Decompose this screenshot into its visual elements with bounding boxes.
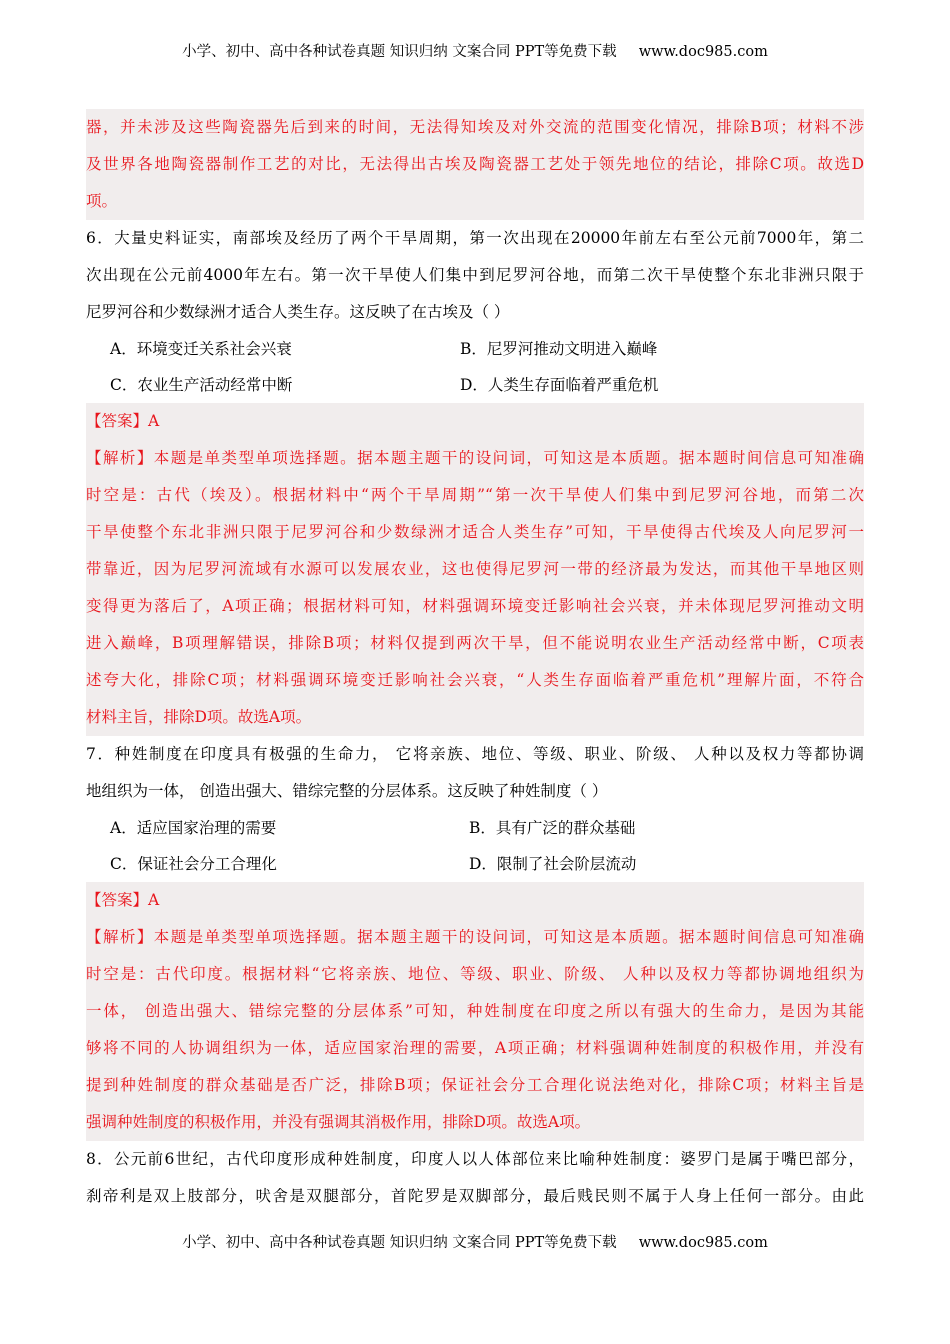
option-b: B．尼罗河推动文明进入巅峰 [460,340,658,358]
answer-block [86,403,864,736]
answer-label: 【答案】A [86,891,160,909]
analysis-line: 够将不同的人协调组织为一体，适应国家治理的需要，A项正确；材料强调种姓制度的积极作用，并没有 [86,1039,864,1057]
prev-analysis-block [86,109,864,220]
document-body [86,109,864,1215]
option-a: A．适应国家治理的需要 [110,819,277,837]
analysis-line: 带靠近，因为尼罗河流域有水源可以发展农业，这也使得尼罗河一带的经济最为发达，而其他干旱地区则 [86,560,864,578]
page-header [0,40,950,61]
analysis-line: 变得更为落后了，A项正确；根据材料可知，材料强调环境变迁影响社会兴衰，并未体现尼罗河推动文明 [86,597,864,615]
question-stem-line: 7．种姓制度在印度具有极强的生命力， 它将亲族、地位、等级、职业、阶级、 人种以及权力等都协调 [86,745,864,763]
analysis-line: 时空是：古代印度。根据材料“它将亲族、地位、等级、职业、阶级、 人种以及权力等都协调地组织为 [86,965,864,983]
header-text: 小学、初中、高中各种试卷真题 知识归纳 文案合同 PPT等免费下载 [182,44,617,60]
option-c: C．农业生产活动经常中断 [110,376,293,394]
option-d: D．限制了社会阶层流动 [469,855,637,873]
analysis-line: 【解析】本题是单类型单项选择题。据本题主题干的设问词，可知这是本质题。据本题时间信息可知准确 [86,449,864,467]
question-stem-line: 刹帝利是双上肢部分，吠舍是双腿部分，首陀罗是双脚部分，最后贱民则不属于人身上任何一部分。由此 [86,1187,864,1205]
question-stem-line: 尼罗河谷和少数绿洲才适合人类生存。这反映了在古埃及（ ） [86,303,510,321]
question-stem-line: 8．公元前6世纪，古代印度形成种姓制度，印度人以人体部位来比喻种姓制度：婆罗门是属于嘴巴部分， [86,1150,864,1168]
header-url[interactable]: www.doc985.com [638,44,768,60]
analysis-line: 【解析】本题是单类型单项选择题。据本题主题干的设问词，可知这是本质题。据本题时间信息可知准确 [86,928,864,946]
question-6 [86,220,864,736]
footer-url[interactable]: www.doc985.com [638,1235,768,1251]
analysis-line: 进入巅峰，B项理解错误，排除B项；材料仅提到两次干旱，但不能说明农业生产活动经常中断，C项表 [86,634,864,652]
question-stem-line: 次出现在公元前4000年左右。第一次干旱使人们集中到尼罗河谷地，而第二次干旱使整个东北非洲只限于 [86,266,864,284]
analysis-line: 提到种姓制度的群众基础是否广泛，排除B项；保证社会分工合理化说法绝对化，排除C项；材料主旨是 [86,1076,864,1094]
analysis-line: 材料主旨，排除D项。故选A项。 [86,708,312,726]
option-d: D．人类生存面临着严重危机 [460,376,659,394]
analysis-line: 一体， 创造出强大、错综完整的分层体系”可知，种姓制度在印度之所以有强大的生命力，是因为其能 [86,1002,864,1020]
question-stem-line: 6．大量史料证实，南部埃及经历了两个干旱周期，第一次出现在20000年前左右至公元前7000年，第二 [86,229,864,247]
question-stem-line: 地组织为一体， 创造出强大、错综完整的分层体系。这反映了种姓制度（ ） [86,782,608,800]
question-8 [86,1141,864,1215]
analysis-line: 强调种姓制度的积极作用，并没有强调其消极作用，排除D项。故选A项。 [86,1113,591,1131]
analysis-line: 器，并未涉及这些陶瓷器先后到来的时间，无法得知埃及对外交流的范围变化情况，排除B项；材料不涉 [86,118,864,136]
options-row [86,331,864,367]
analysis-line: 述夸大化，排除C项；材料强调环境变迁影响社会兴衰，“人类生存面临着严重危机”理解片面，不符合 [86,671,864,689]
analysis-line: 项。 [86,192,118,210]
answer-label: 【答案】A [86,412,160,430]
options-row [86,846,864,882]
question-7 [86,736,864,1141]
page-footer [0,1231,950,1252]
analysis-line: 时空是：古代（埃及）。根据材料中“两个干旱周期”“第一次干旱使人们集中到尼罗河谷地，而第二次 [86,486,864,504]
analysis-line: 干旱使整个东北非洲只限于尼罗河谷和少数绿洲才适合人类生存”可知，干旱使得古代埃及人向尼罗河一 [86,523,864,541]
footer-text: 小学、初中、高中各种试卷真题 知识归纳 文案合同 PPT等免费下载 [182,1235,617,1251]
option-c: C．保证社会分工合理化 [110,855,277,873]
answer-block [86,882,864,1141]
options-row [86,367,864,403]
analysis-line: 及世界各地陶瓷器制作工艺的对比，无法得出古埃及陶瓷器工艺处于领先地位的结论，排除C项。故选D [86,155,864,173]
option-b: B．具有广泛的群众基础 [469,819,636,837]
option-a: A．环境变迁关系社会兴衰 [110,340,292,358]
options-row [86,810,864,846]
